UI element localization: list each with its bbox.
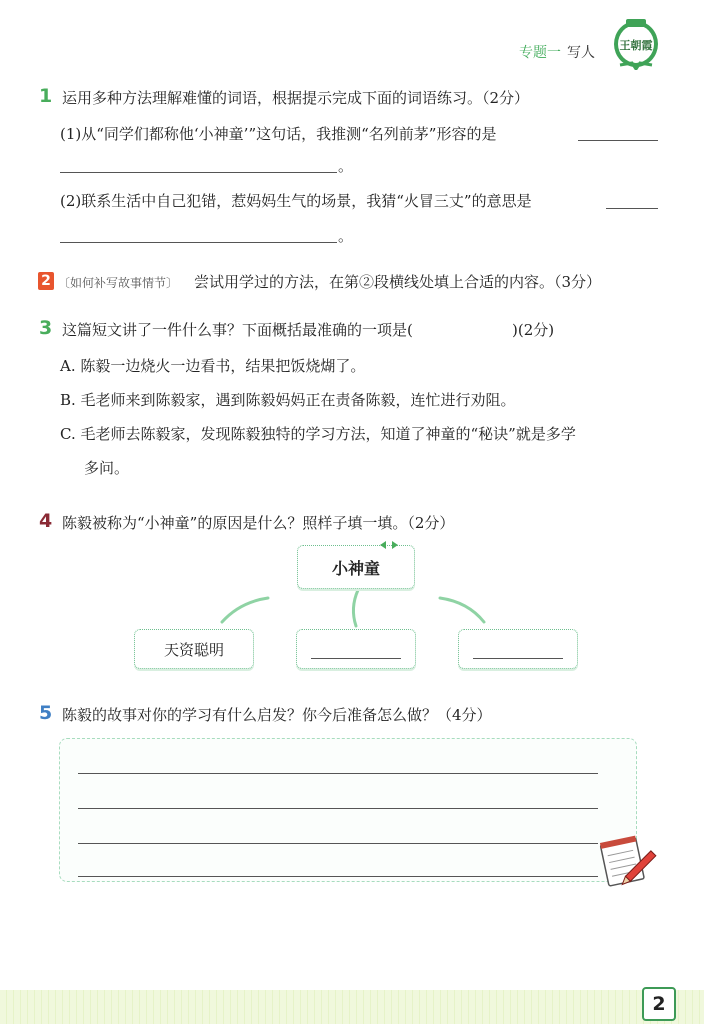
mindmap-leaf-blank-1[interactable] bbox=[296, 629, 416, 669]
q1-sub1: (1)从“同学们都称他‘小神童’”这句话，我推测“名列前茅”形容的是 bbox=[60, 125, 497, 143]
q5-stem: 陈毅的故事对你的学习有什么启发？你今后准备怎么做？（4分） bbox=[62, 706, 492, 724]
q3-option-c-cont: 多问。 bbox=[84, 459, 130, 477]
q1-sub2-blank-b[interactable] bbox=[60, 242, 337, 243]
logo-text: 王朝霞 bbox=[619, 39, 653, 52]
answer-box[interactable] bbox=[59, 738, 637, 882]
q1-stem: 运用多种方法理解难懂的词语，根据提示完成下面的词语练习。（2分） bbox=[62, 89, 530, 107]
q3-option-a: A. 陈毅一边烧火一边看书，结果把饭烧煳了。 bbox=[60, 357, 366, 375]
mindmap-center bbox=[297, 545, 415, 589]
mindmap-leaf-blank-2[interactable] bbox=[458, 629, 578, 669]
q5-number: 5 bbox=[39, 702, 53, 724]
leaf-blank-line-2[interactable] bbox=[473, 658, 563, 659]
q3-option-b: B. 毛老师来到陈毅家，遇到陈毅妈妈正在责备陈毅，连忙进行劝阻。 bbox=[60, 391, 516, 409]
answer-line-2[interactable] bbox=[78, 808, 598, 809]
q3-answer-blank[interactable] bbox=[470, 320, 512, 340]
header-subtopic: 写人 bbox=[567, 45, 595, 61]
q1-sub1-blank-b[interactable] bbox=[60, 172, 337, 173]
q2-stem: 尝试用学过的方法，在第②段横线处填上合适的内容。（3分） bbox=[194, 273, 602, 291]
logo-badge-icon bbox=[612, 16, 660, 70]
leaf-blank-line-1[interactable] bbox=[311, 658, 401, 659]
q2-number: 2 bbox=[38, 272, 54, 290]
q1-sub2: (2)联系生活中自己犯错，惹妈妈生气的场景，我猜“火冒三丈”的意思是 bbox=[60, 192, 532, 210]
mindmap-center-label: 小神童 bbox=[331, 558, 380, 578]
q1-sub2-blank-a[interactable] bbox=[606, 208, 658, 209]
answer-line-4[interactable] bbox=[78, 876, 598, 877]
answer-line-1[interactable] bbox=[78, 773, 598, 774]
q1-sub1-period: 。 bbox=[338, 157, 354, 175]
q4-number: 4 bbox=[39, 510, 53, 532]
q4-stem: 陈毅被称为“小神童”的原因是什么？照样子填一填。（2分） bbox=[62, 514, 455, 532]
q3-number: 3 bbox=[39, 317, 53, 339]
notepad-pencil-icon bbox=[596, 830, 658, 888]
q3-score: )(2分) bbox=[512, 321, 555, 339]
footer-band bbox=[0, 990, 704, 1024]
mindmap-leaf-example-text: 天资聪明 bbox=[163, 640, 224, 659]
q1-sub1-blank-a[interactable] bbox=[578, 140, 658, 141]
q3-option-c: C. 毛老师去陈毅家，发现陈毅独特的学习方法，知道了神童的“秘诀”就是多学 bbox=[60, 425, 576, 443]
q3-stem: 这篇短文讲了一件什么事？下面概括最准确的一项是( bbox=[62, 321, 413, 339]
q1-number: 1 bbox=[39, 85, 53, 107]
q1-sub2-period: 。 bbox=[338, 227, 354, 245]
mindmap-leaf-example bbox=[134, 629, 254, 669]
q2-tag: 〔如何补写故事情节〕 bbox=[58, 276, 179, 290]
header-topic: 专题一 bbox=[519, 45, 561, 61]
arrow-deco-icon bbox=[378, 540, 400, 550]
answer-line-3[interactable] bbox=[78, 843, 598, 844]
page-number: 2 bbox=[642, 987, 676, 1021]
